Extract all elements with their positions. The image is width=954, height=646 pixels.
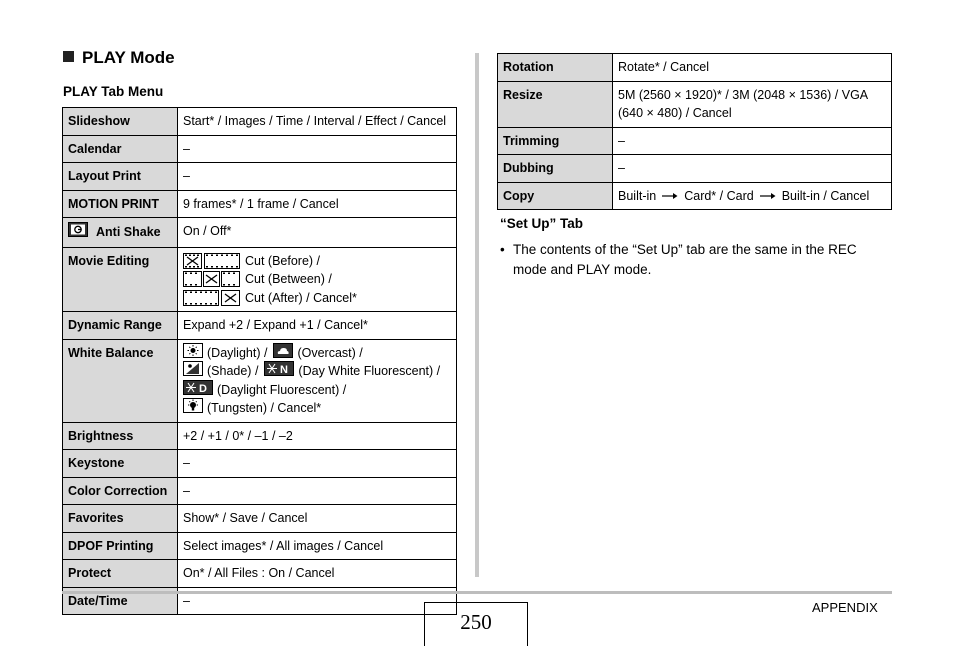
square-bullet-icon bbox=[63, 51, 74, 62]
row-value: On / Off* bbox=[178, 218, 457, 248]
row-value: – bbox=[613, 155, 892, 183]
play-tab-menu-table bbox=[62, 107, 457, 615]
row-key: Protect bbox=[63, 560, 178, 588]
table-row bbox=[63, 312, 457, 340]
table-row bbox=[498, 54, 892, 82]
footer-section-label: APPENDIX bbox=[812, 600, 878, 615]
arrow-right-icon bbox=[662, 187, 678, 206]
row-key: Keystone bbox=[63, 450, 178, 478]
row-key: Anti Shake bbox=[63, 218, 178, 248]
row-value: Select images* / All images / Cancel bbox=[178, 532, 457, 560]
row-value: Show* / Save / Cancel bbox=[178, 505, 457, 533]
setup-tab-note: • The contents of the “Set Up” tab are the same in the REC mode and PLAY mode. bbox=[500, 240, 880, 280]
page-number: 250 bbox=[424, 602, 528, 646]
anti-shake-icon bbox=[68, 222, 88, 243]
table-row bbox=[63, 450, 457, 478]
cut-after-icon bbox=[183, 290, 245, 306]
table-row bbox=[63, 163, 457, 191]
daylight-fluorescent-icon bbox=[183, 380, 213, 401]
day-white-fluorescent-icon bbox=[264, 361, 294, 382]
table-row bbox=[63, 422, 457, 450]
bullet-icon: • bbox=[500, 242, 505, 257]
table-row bbox=[63, 218, 457, 248]
row-key: Date/Time bbox=[63, 587, 178, 615]
row-key: Color Correction bbox=[63, 477, 178, 505]
table-row bbox=[63, 560, 457, 588]
row-value: Cut (Before) / Cut (Between) / Cut (After) / Cancel* bbox=[178, 247, 457, 312]
row-key: Rotation bbox=[498, 54, 613, 82]
row-value: 9 frames* / 1 frame / Cancel bbox=[178, 190, 457, 218]
table-row bbox=[498, 182, 892, 210]
row-key: Favorites bbox=[63, 505, 178, 533]
row-key: White Balance bbox=[63, 339, 178, 422]
row-key: Layout Print bbox=[63, 163, 178, 191]
row-value: – bbox=[613, 127, 892, 155]
row-key: Copy bbox=[498, 182, 613, 210]
row-value: – bbox=[178, 135, 457, 163]
svg-text:N: N bbox=[280, 364, 289, 376]
shade-icon bbox=[183, 361, 203, 382]
overcast-icon bbox=[273, 343, 293, 364]
row-key: Resize bbox=[498, 81, 613, 127]
row-value: (Daylight) / (Overcast) / (Shade) / N (Day White Fluorescent) / D (Daylight Fluorescent) / (Tungsten) / Cancel* bbox=[178, 339, 457, 422]
row-key: MOTION PRINT bbox=[63, 190, 178, 218]
tungsten-icon bbox=[183, 398, 203, 419]
row-value: Built-in Card* / Card Built-in / Cancel bbox=[613, 182, 892, 210]
row-key: Brightness bbox=[63, 422, 178, 450]
table-row bbox=[63, 190, 457, 218]
row-key: Calendar bbox=[63, 135, 178, 163]
row-value: – bbox=[178, 450, 457, 478]
row-value: – bbox=[178, 163, 457, 191]
table-row bbox=[63, 247, 457, 312]
section-title: PLAY Mode bbox=[63, 48, 175, 68]
footer-rule bbox=[62, 591, 892, 594]
svg-text:D: D bbox=[199, 382, 207, 395]
cut-between-icon bbox=[183, 271, 245, 287]
table-row bbox=[63, 135, 457, 163]
table-row bbox=[498, 155, 892, 183]
row-key: DPOF Printing bbox=[63, 532, 178, 560]
setup-tab-title: “Set Up” Tab bbox=[500, 216, 584, 231]
daylight-icon bbox=[183, 343, 203, 364]
row-value: Rotate* / Cancel bbox=[613, 54, 892, 82]
table-row bbox=[498, 81, 892, 127]
row-value: Expand +2 / Expand +1 / Cancel* bbox=[178, 312, 457, 340]
table-row bbox=[63, 532, 457, 560]
row-value: On* / All Files : On / Cancel bbox=[178, 560, 457, 588]
table-row bbox=[63, 108, 457, 136]
row-value: Start* / Images / Time / Interval / Effect / Cancel bbox=[178, 108, 457, 136]
table-row bbox=[498, 127, 892, 155]
sub-title: PLAY Tab Menu bbox=[63, 84, 164, 99]
row-value: 5M (2560 × 1920)* / 3M (2048 × 1536) / VGA (640 × 480) / Cancel bbox=[613, 81, 892, 127]
row-key: Movie Editing bbox=[63, 247, 178, 312]
row-key: Slideshow bbox=[63, 108, 178, 136]
row-key: Dubbing bbox=[498, 155, 613, 183]
row-key: Dynamic Range bbox=[63, 312, 178, 340]
row-value: – bbox=[178, 587, 457, 615]
column-divider bbox=[475, 53, 479, 577]
cut-before-icon bbox=[183, 253, 245, 269]
row-value: – bbox=[178, 477, 457, 505]
arrow-right-icon bbox=[760, 187, 776, 206]
row-key: Trimming bbox=[498, 127, 613, 155]
table-row bbox=[63, 505, 457, 533]
table-row bbox=[63, 339, 457, 422]
row-value: +2 / +1 / 0* / –1 / –2 bbox=[178, 422, 457, 450]
play-tab-menu-table-continued bbox=[497, 53, 892, 210]
table-row bbox=[63, 477, 457, 505]
